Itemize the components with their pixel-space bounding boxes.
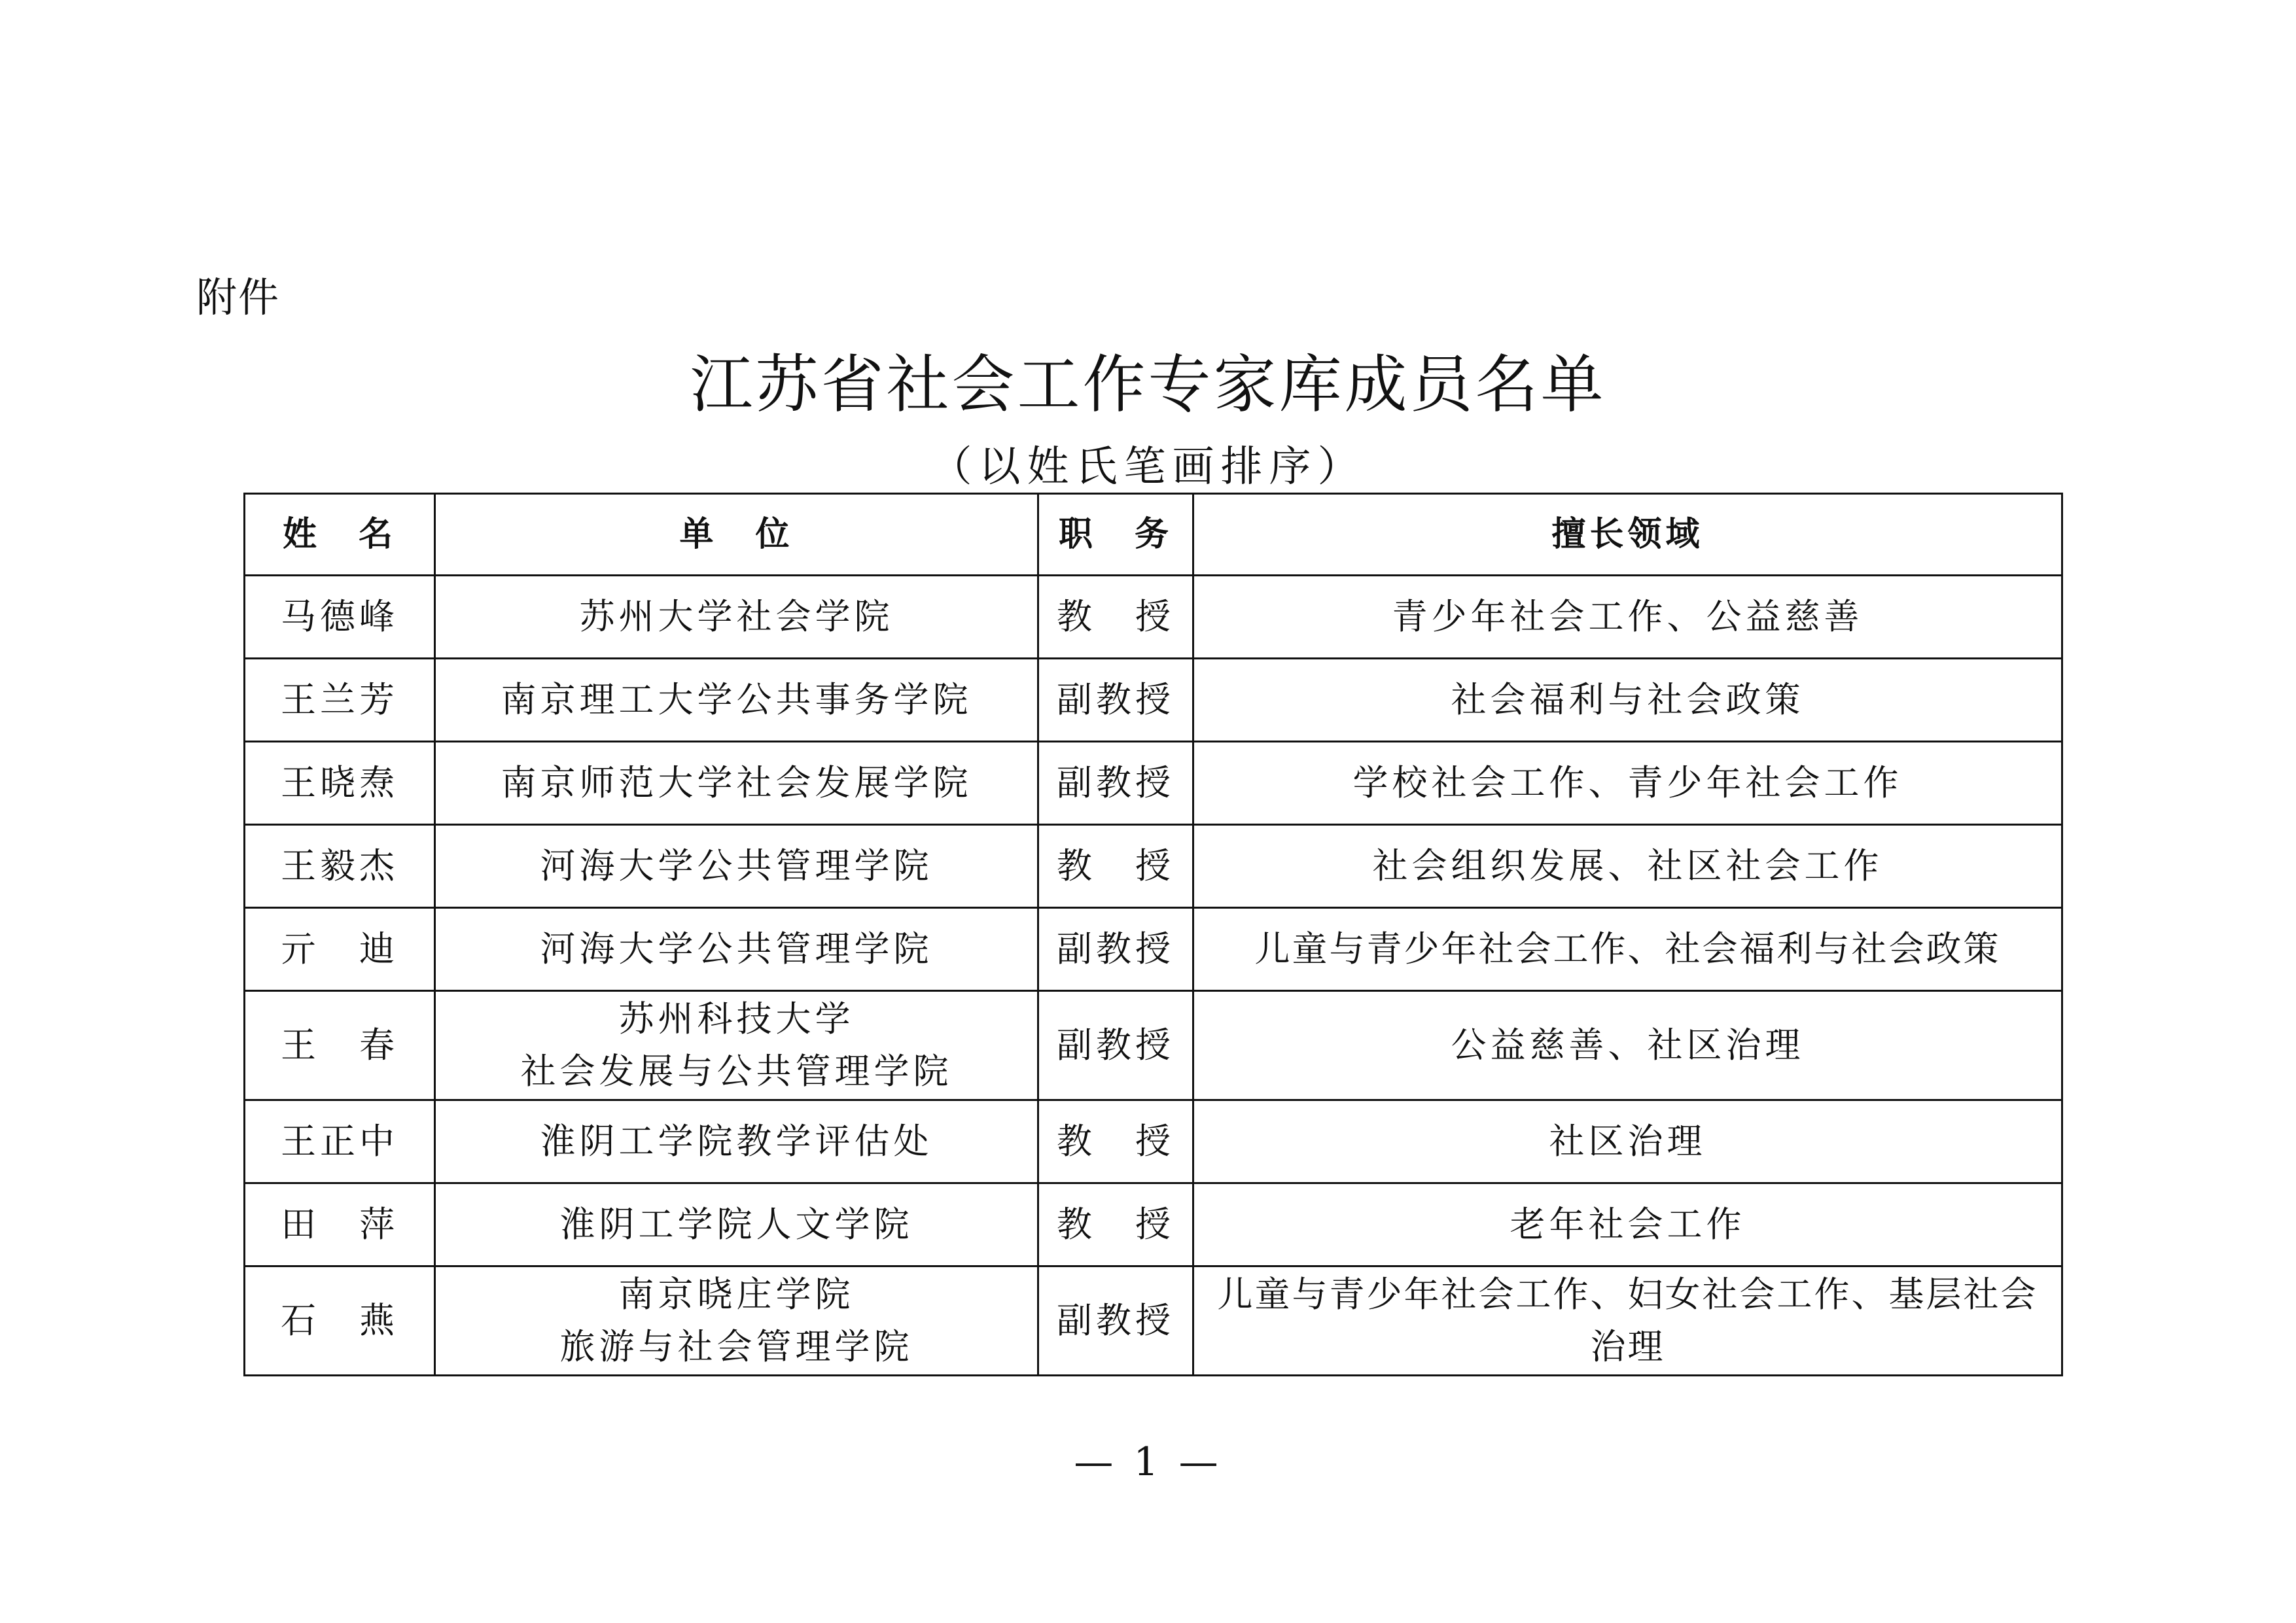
table-row	[245, 991, 2062, 1100]
cell-expertise-line: 治理	[1590, 1326, 1665, 1367]
column-header-unit: 单 位	[435, 494, 1038, 576]
table-row	[245, 1266, 2062, 1376]
cell-name: 王毅杰	[245, 825, 435, 908]
cell-unit	[435, 991, 1038, 1100]
cell-unit-line: 旅游与社会管理学院	[559, 1326, 913, 1367]
cell-position: 副教授	[1038, 659, 1193, 742]
page-number: — 1 —	[1074, 1439, 1222, 1485]
cell-position: 副教授	[1038, 742, 1193, 825]
cell-unit-line: 苏州科技大学	[618, 998, 855, 1039]
cell-position: 教 授	[1038, 1100, 1193, 1183]
cell-unit-line: 社会发展与公共管理学院	[520, 1051, 953, 1092]
cell-name: 王兰芳	[245, 659, 435, 742]
cell-name: 田 萍	[245, 1183, 435, 1266]
cell-unit	[435, 1183, 1038, 1266]
page-subtitle: （以姓氏笔画排序）	[930, 443, 1366, 491]
table-row	[245, 742, 2062, 825]
cell-unit	[435, 825, 1038, 908]
table-row	[245, 576, 2062, 659]
cell-expertise	[1193, 576, 2062, 659]
cell-expertise-line: 社会组织发展、社区社会工作	[1372, 845, 1883, 886]
page-title: 江苏省社会工作专家库成员名单	[690, 348, 1606, 421]
attachment-label: 附件	[196, 273, 281, 321]
cell-expertise	[1193, 742, 2062, 825]
cell-expertise	[1193, 1266, 2062, 1376]
cell-expertise	[1193, 1100, 2062, 1183]
cell-expertise-line: 老年社会工作	[1510, 1204, 1746, 1245]
cell-unit-line: 淮阴工学院人文学院	[559, 1204, 913, 1245]
cell-expertise-line: 公益慈善、社区治理	[1451, 1024, 1805, 1066]
expert-roster-table	[243, 493, 2063, 1376]
cell-expertise-line: 社会福利与社会政策	[1451, 679, 1805, 720]
cell-name: 王正中	[245, 1100, 435, 1183]
cell-expertise-line: 儿童与青少年社会工作、妇女社会工作、基层社会	[1217, 1274, 2038, 1315]
table-row	[245, 1100, 2062, 1183]
table-row	[245, 1183, 2062, 1266]
cell-unit	[435, 576, 1038, 659]
cell-position: 教 授	[1038, 825, 1193, 908]
cell-expertise	[1193, 908, 2062, 991]
cell-expertise-line: 学校社会工作、青少年社会工作	[1352, 762, 1903, 803]
cell-expertise	[1193, 659, 2062, 742]
cell-position: 副教授	[1038, 1266, 1193, 1376]
cell-expertise	[1193, 825, 2062, 908]
table-row	[245, 825, 2062, 908]
cell-unit-line: 南京理工大学公共事务学院	[501, 679, 972, 720]
cell-expertise	[1193, 991, 2062, 1100]
cell-expertise-line: 儿童与青少年社会工作、社会福利与社会政策	[1254, 928, 2001, 969]
cell-unit	[435, 1266, 1038, 1376]
cell-expertise-line: 社区治理	[1549, 1121, 1706, 1162]
cell-position: 副教授	[1038, 908, 1193, 991]
cell-unit	[435, 908, 1038, 991]
cell-unit-line: 河海大学公共管理学院	[540, 928, 933, 969]
cell-name: 亓 迪	[245, 908, 435, 991]
cell-name: 马德峰	[245, 576, 435, 659]
cell-unit-line: 南京晓庄学院	[618, 1274, 855, 1315]
cell-position: 教 授	[1038, 576, 1193, 659]
cell-unit-line: 河海大学公共管理学院	[540, 845, 933, 886]
cell-unit	[435, 1100, 1038, 1183]
cell-name: 王 春	[245, 991, 435, 1100]
table-row	[245, 908, 2062, 991]
column-header-name: 姓 名	[245, 494, 435, 576]
cell-position: 副教授	[1038, 991, 1193, 1100]
cell-expertise	[1193, 1183, 2062, 1266]
cell-unit	[435, 659, 1038, 742]
column-header-expertise: 擅长领域	[1193, 494, 2062, 576]
cell-position: 教 授	[1038, 1183, 1193, 1266]
cell-unit-line: 南京师范大学社会发展学院	[501, 762, 972, 803]
cell-unit	[435, 742, 1038, 825]
column-header-position: 职 务	[1038, 494, 1193, 576]
cell-name: 石 燕	[245, 1266, 435, 1376]
table-row	[245, 659, 2062, 742]
cell-name: 王晓焘	[245, 742, 435, 825]
cell-unit-line: 淮阴工学院教学评估处	[540, 1121, 933, 1162]
cell-expertise-line: 青少年社会工作、公益慈善	[1392, 596, 1863, 637]
cell-unit-line: 苏州大学社会学院	[579, 596, 894, 637]
table-header-row	[245, 494, 2062, 576]
